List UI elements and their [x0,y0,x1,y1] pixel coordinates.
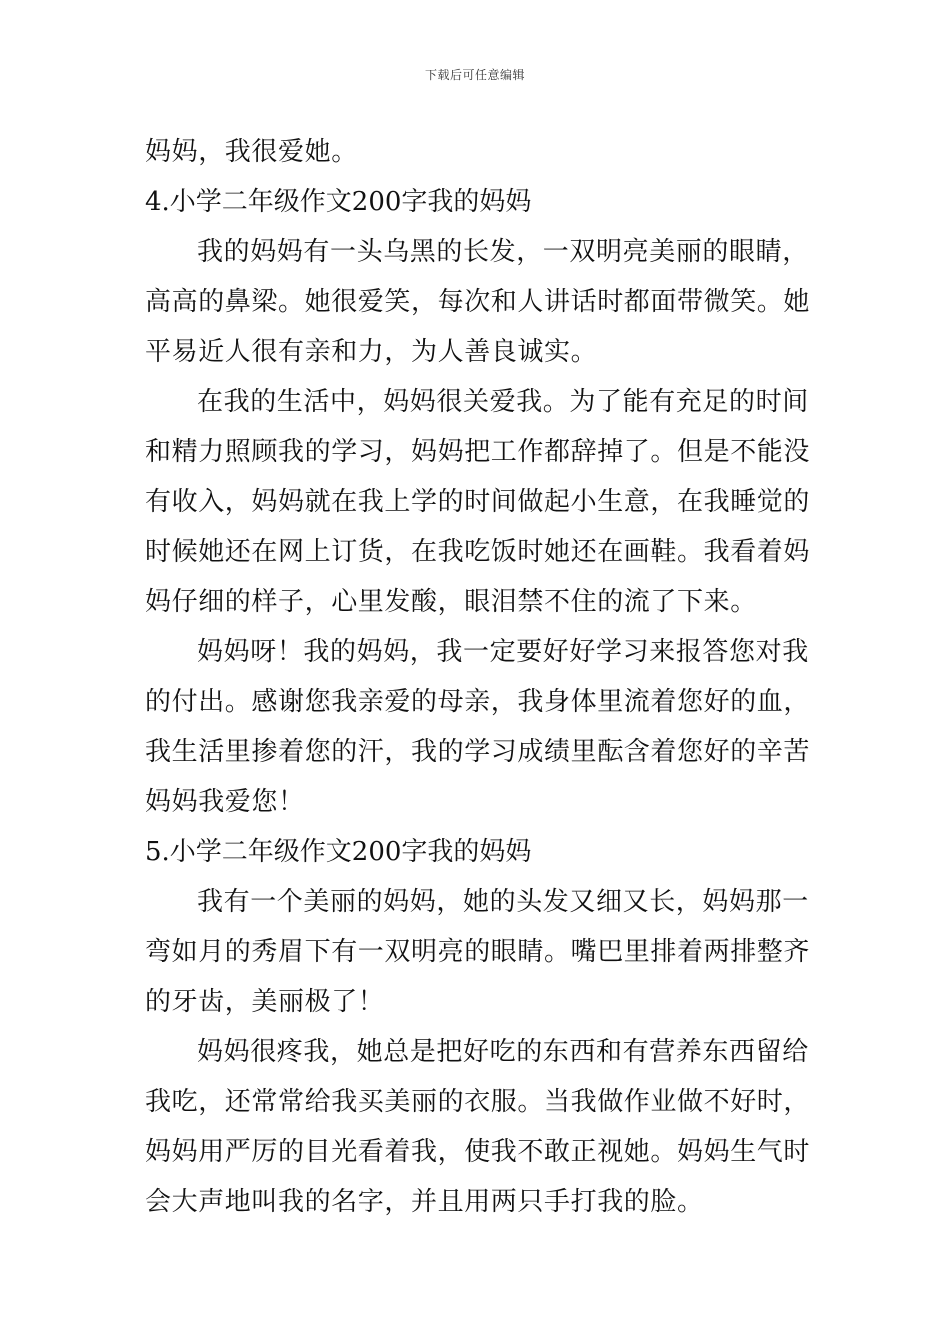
text-line: 的牙齿，美丽极了！ [145,987,385,1017]
text-line: 我的妈妈有一头乌黑的长发，一双明亮美丽的眼睛， [197,237,809,267]
text-line: 我吃，还常常给我买美丽的衣服。当我做作业做不好时， [145,1087,811,1117]
section-heading: 5.小学二年级作文200字我的妈妈 [145,837,532,867]
text-line: 时候她还在网上订货，在我吃饭时她还在画鞋。我看着妈 [145,537,811,567]
text-line: 的付出。感谢您我亲爱的母亲，我身体里流着您好的血， [145,687,811,717]
text-line: 我有一个美丽的妈妈，她的头发又细又长，妈妈那一 [197,887,809,917]
section-heading: 4.小学二年级作文200字我的妈妈 [145,187,532,217]
text-line: 我生活里掺着您的汗，我的学习成绩里酝含着您好的辛苦 [145,737,811,767]
text-line: 平易近人很有亲和力，为人善良诚实。 [145,337,598,367]
text-line: 妈妈很疼我，她总是把好吃的东西和有营养东西留给 [197,1037,809,1067]
header-note: 下载后可任意编辑 [424,68,525,82]
text-line: 妈仔细的样子，心里发酸，眼泪禁不住的流了下来。 [145,587,757,617]
text-line: 有收入，妈妈就在我上学的时间做起小生意，在我睡觉的 [145,487,811,517]
text-line: 妈妈呀！我的妈妈，我一定要好好学习来报答您对我 [197,637,809,667]
text-line: 会大声地叫我的名字，并且用两只手打我的脸。 [145,1187,704,1217]
document-body [145,127,811,1227]
text-line: 弯如月的秀眉下有一双明亮的眼睛。嘴巴里排着两排整齐 [145,937,811,967]
text-line: 妈妈，我很爱她。 [145,137,358,167]
text-line: 妈妈我爱您！ [145,787,305,817]
text-line: 高高的鼻梁。她很爱笑，每次和人讲话时都面带微笑。她 [145,287,811,317]
text-line: 在我的生活中，妈妈很关爱我。为了能有充足的时间 [197,387,809,417]
text-line: 和精力照顾我的学习，妈妈把工作都辞掉了。但是不能没 [145,437,811,467]
text-line: 妈妈用严厉的目光看着我，使我不敢正视她。妈妈生气时 [145,1137,811,1167]
